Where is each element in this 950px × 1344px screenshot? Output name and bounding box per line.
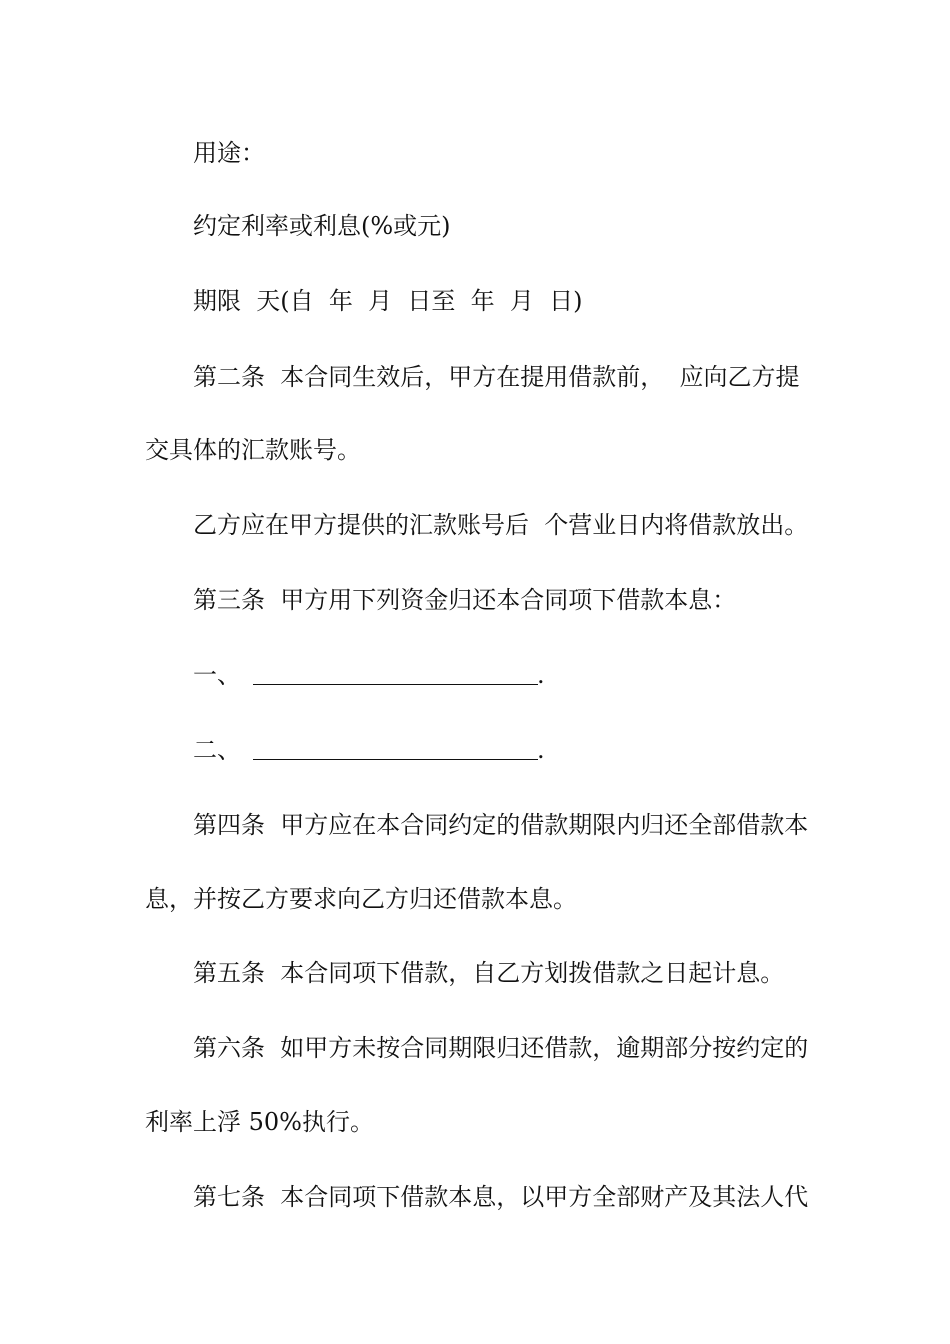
- article-5-line: 第五条 本合同项下借款，自乙方划拨借款之日起计息。: [193, 959, 785, 987]
- rate-line: 约定利率或利息(%或元): [193, 212, 451, 240]
- item-2-number: 二、: [193, 736, 241, 764]
- article-4-line-1: 第四条 甲方应在本合同约定的借款期限内归还全部借款本: [193, 811, 809, 839]
- article-4-line-2: 息，并按乙方要求向乙方归还借款本息。: [145, 885, 577, 913]
- item-2-period: .: [537, 736, 545, 764]
- item-1-blank-line: [253, 684, 538, 685]
- article-6-line-1: 第六条 如甲方未按合同期限归还借款，逾期部分按约定的: [193, 1034, 809, 1062]
- item-1-number: 一、: [193, 661, 241, 689]
- article-2-line-2: 交具体的汇款账号。: [145, 436, 361, 464]
- purpose-line: 用途：: [193, 139, 265, 167]
- article-6-line-2: 利率上浮 50%执行。: [145, 1108, 374, 1136]
- item-2-blank-line: [253, 759, 538, 760]
- item-1-period: .: [537, 661, 545, 689]
- article-2-line-3: 乙方应在甲方提供的汇款账号后 个营业日内将借款放出。: [193, 511, 809, 539]
- article-3-line: 第三条 甲方用下列资金归还本合同项下借款本息：: [193, 586, 737, 614]
- article-7-line-1: 第七条 本合同项下借款本息，以甲方全部财产及其法人代: [193, 1183, 809, 1211]
- article-2-line-1: 第二条 本合同生效后，甲方在提用借款前， 应向乙方提: [193, 363, 800, 391]
- term-line: 期限 天(自 年 月 日至 年 月 日): [193, 287, 583, 315]
